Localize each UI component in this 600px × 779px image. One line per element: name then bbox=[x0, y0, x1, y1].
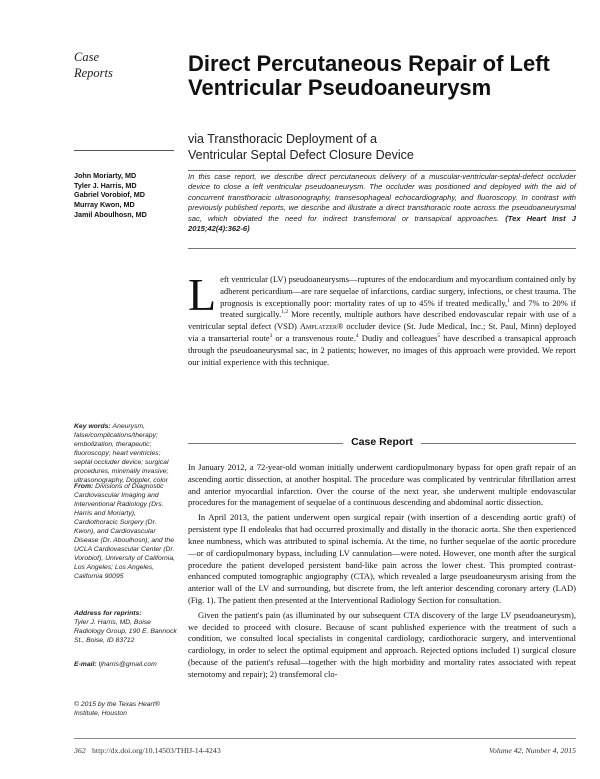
body-paragraph: In January 2012, a 72-year-old woman initially underwent cardiopulmonary bypass for open graft repair of an ascending aortic dissection, at another hospital. The procedure was complicated by ventricular fibrillation arrest and anterior myocardial infarction. Over the course of the next year, she underwent multiple endovascular procedures for the management of sequelae of a continuous descending and abdominal aortic dissection. bbox=[188, 462, 576, 508]
intro-paragraph bbox=[188, 269, 577, 369]
intro-text: and 7% to 20% if treated surgically. bbox=[220, 297, 576, 320]
keywords-label: Key words: bbox=[74, 423, 111, 430]
reference-sup: 1 bbox=[507, 297, 510, 304]
device-name: Amplatzer bbox=[299, 321, 337, 332]
author: Tyler J. Harris, MD bbox=[74, 180, 137, 190]
author: Jamil Aboulhosn, MD bbox=[74, 209, 147, 219]
subtitle-line1: via Transthoracic Deployment of a bbox=[188, 132, 377, 146]
abstract-text: In this case report, we describe direct percutaneous delivery of a muscular-ventricular-septal-defect occluder device to close a left ventricular pseudoaneurysm. The occluder was positioned and deployed with the aid of concurrent transthoracic ultrasonography, transesophageal echocardiography, and fluoroscopy. In contrast with previously published reports, we describe and illustrate a direct transthoracic route across the pseudoaneurysmal sac, which obviated the need for indirect transfemoral or transapical approaches. bbox=[188, 172, 576, 223]
body-paragraph: Given the patient's pain (as illuminated by our subsequent CTA discovery of the large LV pseudoaneurysm), we decided to proceed with closure. Because of scant published experience with the treatment of such a condition, we consulted local specialists in congenital cardiology, cardiothoracic surgery, and interventional cardiology, in order to select the optimal equipment and approach. Rejected options included 1) surgical closure (because of the patient's refusal—together with the high morbidity and mortality rates associated with repeat sternotomy and repair); 2) transfemoral clo- bbox=[188, 609, 576, 679]
author: John Moriarty, MD bbox=[74, 171, 137, 180]
case-report-body bbox=[188, 462, 576, 684]
reference-sup: 5 bbox=[437, 333, 441, 340]
author-list bbox=[74, 171, 180, 220]
reference-sup: 3 bbox=[269, 333, 273, 340]
reprints-address: Tyler J. Harris, MD, Boise Radiology Group, 190 E. Bannock St., Boise, ID 83712 bbox=[74, 619, 177, 645]
from-text: Divisions of Diagnostic Cardiovascular Imaging and Interventional Radiology (Drs. Harris and Moriarty), Cardiothoracic Surgery (Dr. Kwon), and Cardiovascular Disease (Dr. Aboulhosn); and the UCLA Cardiovascular Center (Dr. Vorobiof), University of California, Los Angeles; Los Angeles, California 90095 bbox=[74, 483, 175, 581]
reference-sup: 1,2 bbox=[281, 309, 289, 316]
abstract-divider bbox=[188, 248, 576, 249]
reference-sup: 4 bbox=[355, 333, 359, 340]
body-paragraph: In April 2013, the patient underwent open surgical repair (with insertion of a descending aortic graft) of persistent type II endoleaks that had occurred proximally and distally in the thoracic aorta. She then experienced knee numbness, which was attributed to spinal ischemia. At the time, no further sequelae of the aortic procedure—or of cardiopulmonary bypass, including LV cannulation—were noted. However, one month after the surgical procedure the patient developed persistent band-like pain across the lower chest. This prompted contrast-enhanced computed tomographic angiography (CTA), which revealed a large pseudoaneurysm arising from the anterior wall of the LV and surrounding, but discrete from, the left anterior descending coronary artery (LAD) (Fig. 1). The patient then presented at the Interventional Radiology Section for consultation. bbox=[188, 512, 576, 605]
volume-info: Volume 42, Number 4, 2015 bbox=[488, 746, 576, 755]
page-number: 362 bbox=[74, 746, 86, 755]
section-divider bbox=[74, 150, 174, 151]
section-label-line2: Reports bbox=[74, 65, 113, 80]
intro-text: eft ventricular (LV) pseudoaneurysms—ruptures of the endocardium and myocardium contained only by adherent pericardium—are rare sequelae of infarctions, cardiac surgery, infections, or chest trauma. The prognosis is exceptionally poor: mortality rates of up to 45% if treated medically, bbox=[220, 274, 576, 308]
intro-text: More recently, multiple authors have described endovascular repair with use of a ventricular septal defect (VSD) bbox=[188, 309, 577, 332]
footer-divider bbox=[74, 738, 576, 739]
author: Murray Kwon, MD bbox=[74, 200, 135, 210]
from-label: From: bbox=[74, 483, 94, 490]
affiliations-block bbox=[74, 482, 178, 581]
doi-link[interactable]: http://dx.doi.org/10.14503/THIJ-14-4243 bbox=[92, 746, 221, 755]
intro-text: ® occluder device (St. Jude Medical, Inc.; St. Paul, Minn) deployed via a transarterial route bbox=[188, 321, 576, 344]
drop-cap: L bbox=[188, 269, 217, 320]
email-link[interactable]: tjharris@gmail.com bbox=[98, 661, 157, 668]
email-block bbox=[74, 660, 178, 669]
abstract-citation: (Tex Heart Inst J 2015;42(4):362-6) bbox=[188, 213, 576, 234]
copyright-text: © 2015 by the Texas Heart® Institute, Houston bbox=[74, 701, 160, 718]
subtitle-line2: Ventricular Septal Defect Closure Device bbox=[188, 148, 414, 163]
reprints-label: Address for reprints: bbox=[74, 610, 142, 617]
email-label: E-mail: bbox=[74, 661, 97, 668]
article-title: Direct Percutaneous Repair of Left Ventricular Pseudoaneurysm bbox=[188, 51, 550, 101]
title-divider bbox=[188, 170, 576, 171]
keywords-block bbox=[74, 422, 178, 485]
intro-text: have described a transapical approach through the pseudoaneurysmal sac, in 2 patients; however, no images of this approach were provided. We report our initial experience with this technique. bbox=[188, 333, 576, 367]
article-subtitle bbox=[188, 131, 578, 164]
case-report-heading bbox=[188, 436, 576, 452]
case-report-heading-text: Case Report bbox=[343, 436, 421, 448]
section-label bbox=[74, 50, 113, 81]
reprints-block bbox=[74, 609, 178, 645]
copyright bbox=[74, 700, 178, 718]
intro-text: Dudiy and colleagues bbox=[358, 333, 438, 344]
author: Gabriel Vorobiof, MD bbox=[74, 190, 145, 200]
intro-text: or a transvenous route. bbox=[272, 333, 356, 344]
keywords-text: Aneurysm, false/complications/therapy; embolization, therapeutic; fluoroscopy; heart ventricles; septal occluder device; surgical procedures, minimally invasive; ultrasonography, Doppler, color bbox=[74, 423, 169, 485]
section-label-line1: Case bbox=[74, 50, 99, 64]
abstract bbox=[188, 172, 576, 235]
